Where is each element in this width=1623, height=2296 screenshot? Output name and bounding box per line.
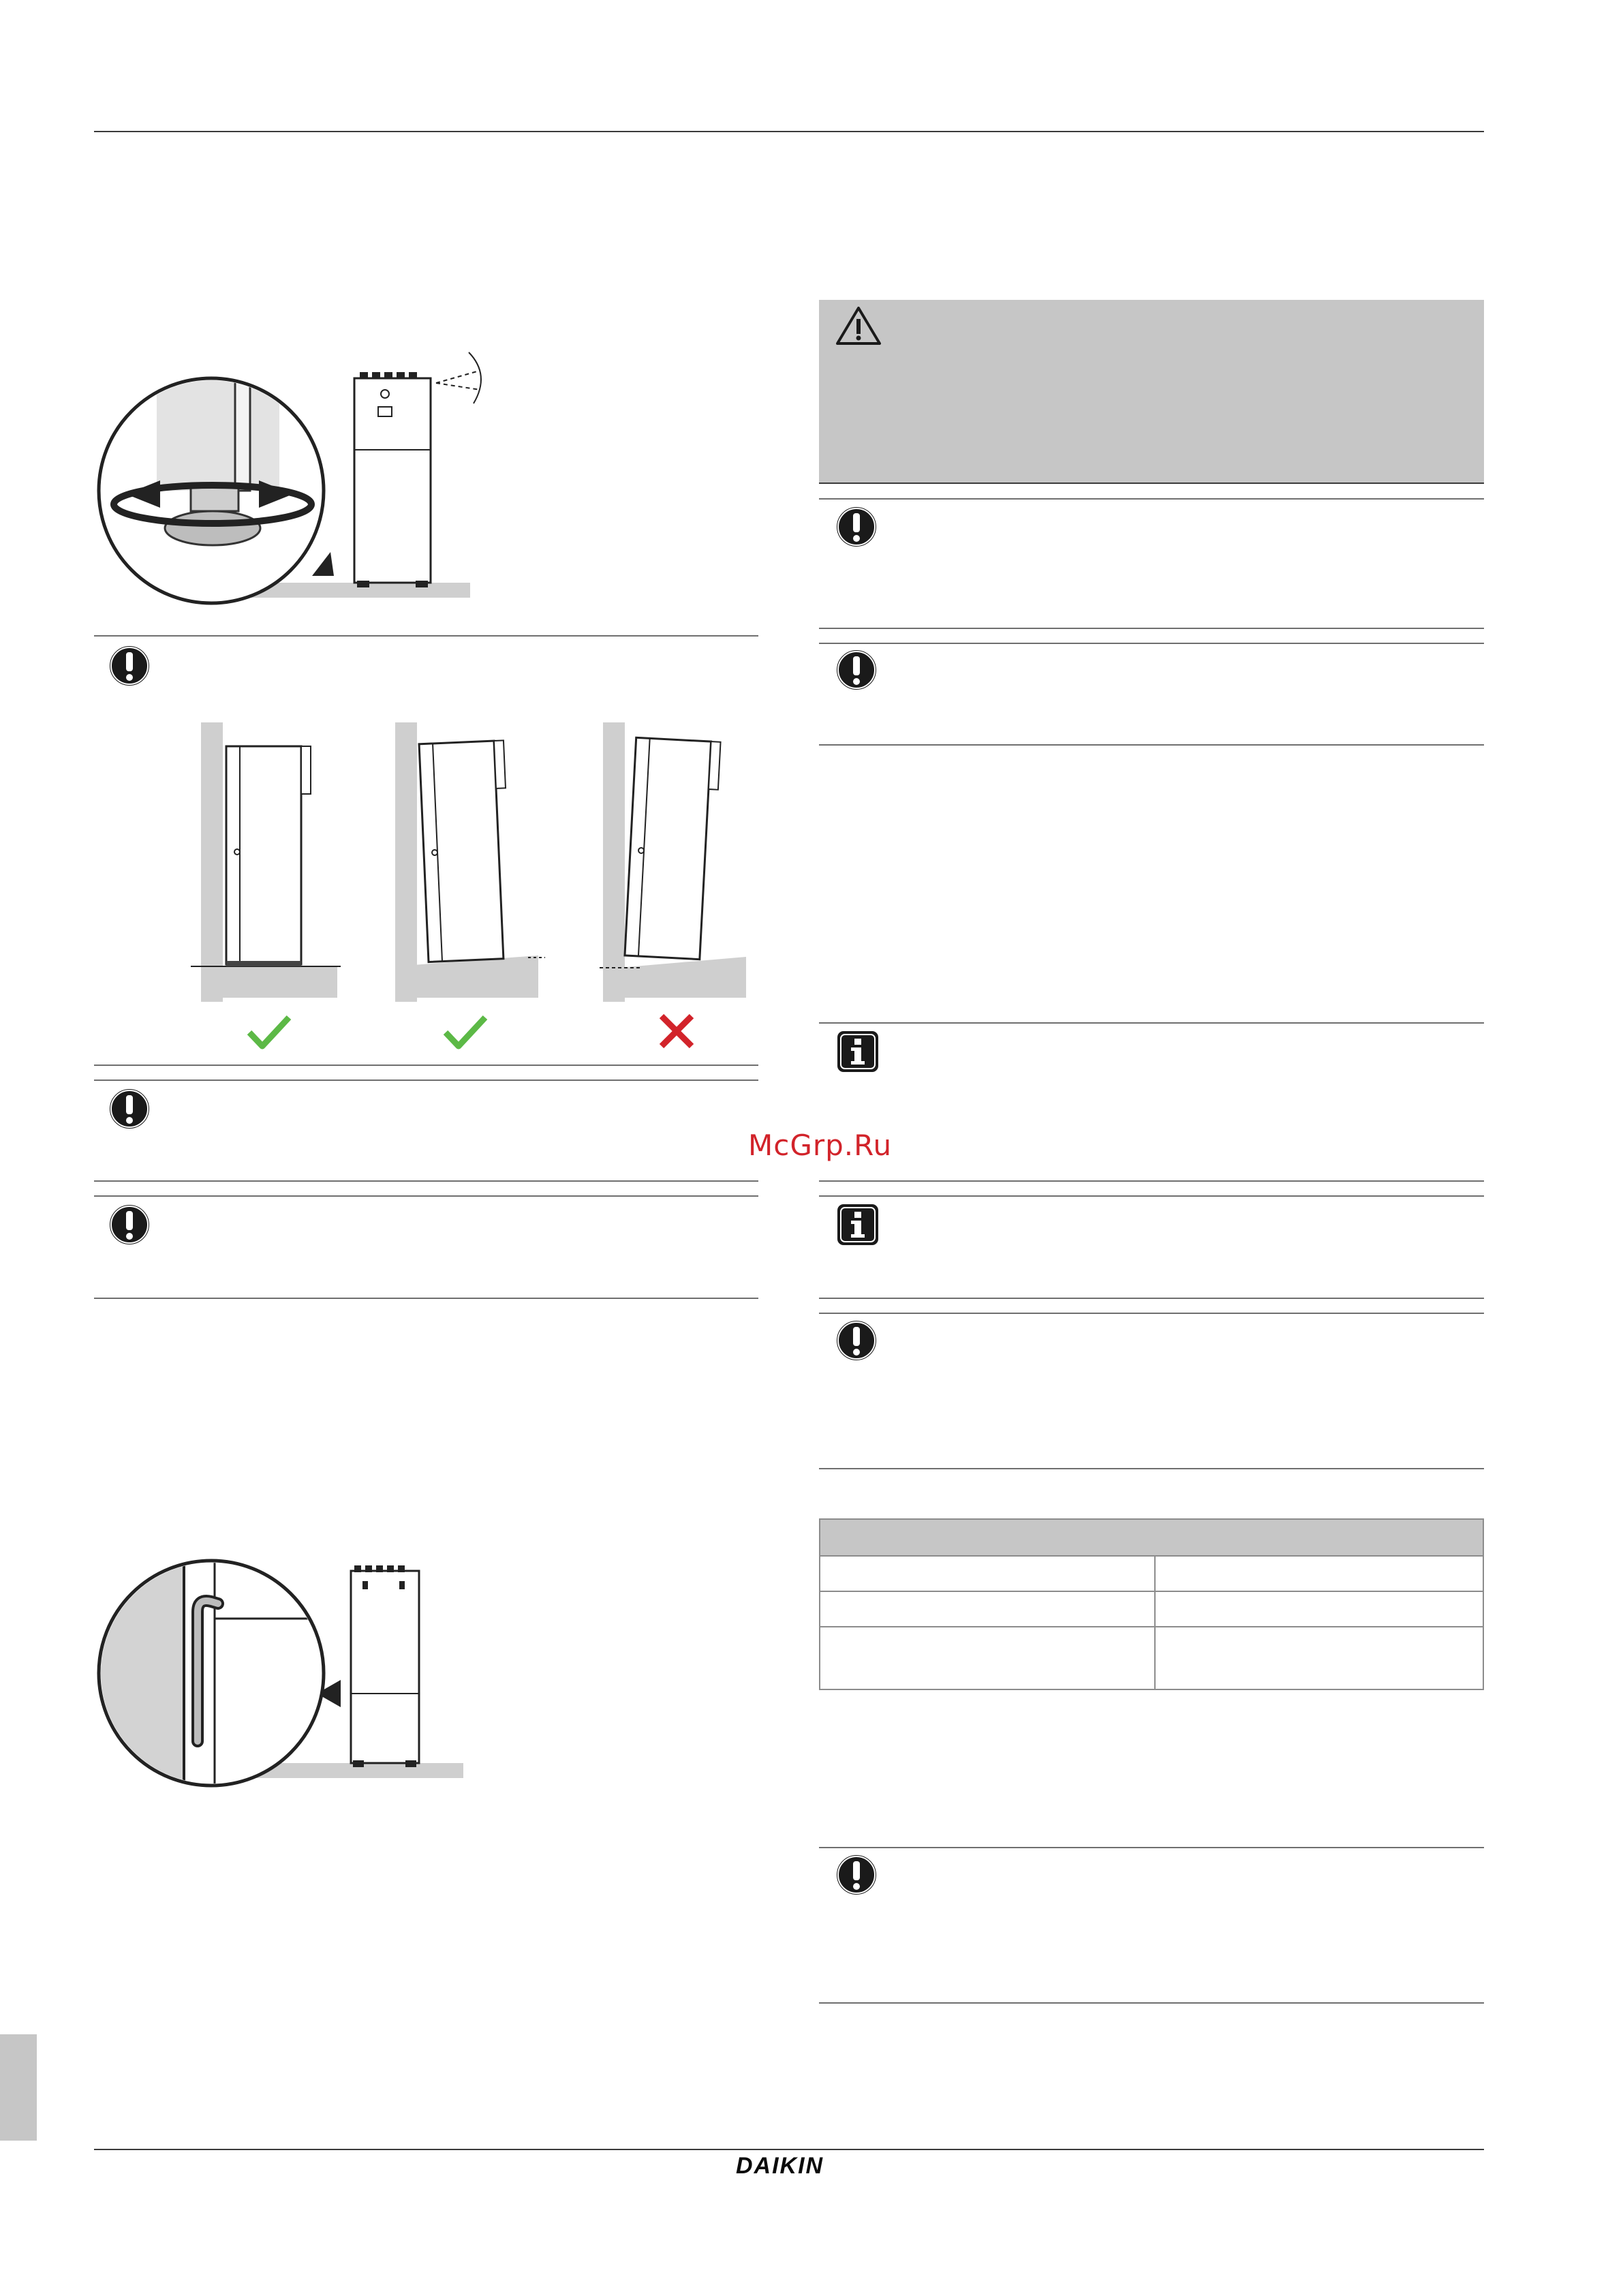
section-rule xyxy=(94,635,758,637)
section-rule xyxy=(819,1298,1484,1299)
section-rule xyxy=(819,1180,1484,1182)
section-rule xyxy=(819,1847,1484,1848)
section-rule xyxy=(94,1065,758,1066)
table-header-row xyxy=(820,1519,1483,1556)
exclamation-circle-icon xyxy=(834,504,879,549)
caution-panel xyxy=(819,300,1484,483)
section-rule xyxy=(94,1080,758,1081)
exclamation-circle-icon xyxy=(107,643,152,688)
exclamation-circle-icon xyxy=(107,1086,152,1131)
section-rule xyxy=(819,1313,1484,1314)
section-rule xyxy=(819,483,1484,484)
section-rule xyxy=(819,1195,1484,1197)
brand-logo xyxy=(736,2153,824,2179)
header-rule xyxy=(94,131,1484,132)
cross-mark-icon xyxy=(658,1012,696,1050)
section-rule xyxy=(819,1468,1484,1469)
figure-handle-detail xyxy=(95,1550,477,1796)
table-row xyxy=(820,1591,1483,1627)
footer-rule xyxy=(94,2149,1484,2150)
section-rule xyxy=(819,643,1484,644)
section-rule xyxy=(819,498,1484,500)
language-side-tab xyxy=(0,2034,37,2141)
exclamation-circle-icon xyxy=(834,647,879,692)
information-icon xyxy=(835,1202,880,1247)
section-rule xyxy=(94,1195,758,1197)
section-rule xyxy=(94,1180,758,1182)
caution-triangle-icon xyxy=(835,305,882,346)
figure-tilt-positions xyxy=(191,716,749,1056)
section-rule xyxy=(819,628,1484,629)
exclamation-circle-icon xyxy=(107,1202,152,1247)
exclamation-circle-icon xyxy=(834,1318,879,1363)
check-mark-icon xyxy=(245,1012,293,1053)
information-icon xyxy=(835,1029,880,1074)
spec-table xyxy=(819,1518,1484,1690)
section-rule xyxy=(819,1022,1484,1024)
section-rule xyxy=(94,1298,758,1299)
section-rule xyxy=(819,2002,1484,2004)
check-mark-icon xyxy=(442,1012,489,1053)
figure-leveling-feet xyxy=(95,341,504,607)
brand-logo-text: DAIKIN xyxy=(736,2153,824,2179)
table-row xyxy=(820,1556,1483,1591)
watermark-text: McGrp.Ru xyxy=(748,1129,893,1162)
table-row xyxy=(820,1627,1483,1689)
section-rule xyxy=(819,744,1484,746)
exclamation-circle-icon xyxy=(834,1852,879,1897)
